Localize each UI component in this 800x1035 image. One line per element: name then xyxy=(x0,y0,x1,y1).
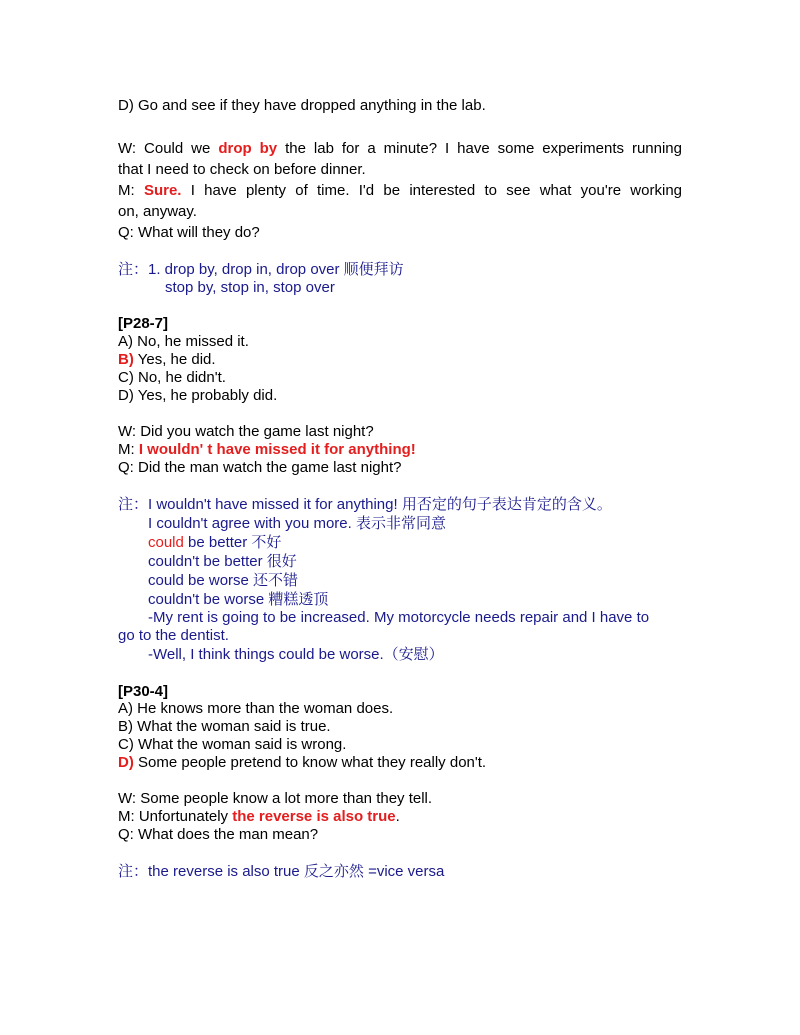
dialogue-woman: W: Some people know a lot more than they tell. xyxy=(118,790,433,807)
dialogue-woman-cont: that I need to check on before dinner. xyxy=(118,161,366,178)
speaker-text: M: Unfortunately xyxy=(118,808,233,825)
section-header: [P30-4] xyxy=(118,683,169,700)
speaker-text: M: xyxy=(118,182,144,199)
option-d xyxy=(118,754,486,772)
dialogue-woman: W: Did you watch the game last night? xyxy=(118,423,374,440)
dialogue-man-cont: on, anyway. xyxy=(118,203,197,220)
note-line: -My rent is going to be increased. My motorcycle needs repair and I have to xyxy=(148,609,650,626)
option-c: C) What the woman said is wrong. xyxy=(118,736,347,753)
note-line: I couldn't agree with you more. 表示非常同意 xyxy=(148,515,446,532)
highlight-phrase: I wouldn' t have missed it for anything! xyxy=(138,441,416,458)
question: Q: Did the man watch the game last night? xyxy=(118,459,402,476)
section-header: [P28-7] xyxy=(118,315,169,332)
option-a: A) No, he missed it. xyxy=(118,333,249,350)
highlight-phrase: Sure. xyxy=(143,182,182,199)
note-line-cont: go to the dentist. xyxy=(118,627,229,644)
option-text: Yes, he did. xyxy=(133,351,216,368)
answer-letter: B) xyxy=(118,351,134,368)
speaker-text: W: Could we xyxy=(118,140,219,157)
note-line: 注：1. drop by, drop in, drop over 顺便拜访 xyxy=(118,261,404,278)
highlight-word: could xyxy=(148,534,184,551)
answer-letter: D) xyxy=(118,754,134,771)
note-line: -Well, I think things could be worse.（安慰） xyxy=(148,646,444,663)
note-line: could be worse 还不错 xyxy=(148,572,299,589)
option-text: Some people pretend to know what they really don't. xyxy=(133,754,487,771)
note-line: stop by, stop in, stop over xyxy=(165,279,335,296)
option-c: C) No, he didn't. xyxy=(118,369,226,386)
question xyxy=(118,224,260,242)
highlight-phrase: drop by xyxy=(218,140,278,157)
question-prefix: Q xyxy=(118,224,130,241)
question: Q: What does the man mean? xyxy=(118,826,319,843)
dialogue-man xyxy=(118,441,416,459)
option-b: B) What the woman said is true. xyxy=(118,718,331,735)
dialogue-text: . xyxy=(395,808,400,825)
option-d: D) Yes, he probably did. xyxy=(118,387,278,404)
dialogue-text: the lab for a minute? I have some experiments running xyxy=(277,140,682,157)
note-line: 注：the reverse is also true 反之亦然 =vice versa xyxy=(118,863,445,880)
note-line: couldn't be worse 糟糕透顶 xyxy=(148,591,329,608)
dialogue-man xyxy=(118,182,682,200)
option-b xyxy=(118,351,216,369)
note-text: be better 不好 xyxy=(183,534,282,551)
question-text: : What will they do? xyxy=(129,224,260,241)
speaker-text: M: xyxy=(118,441,139,458)
option-a: A) He knows more than the woman does. xyxy=(118,700,394,717)
dialogue-man xyxy=(118,808,400,826)
dialogue-woman xyxy=(118,140,682,158)
option-d: D) Go and see if they have dropped anything in the lab. xyxy=(118,97,486,114)
highlight-phrase: the reverse is also true xyxy=(232,808,396,825)
note-line: couldn't be better 很好 xyxy=(148,553,297,570)
note-line xyxy=(148,534,281,552)
dialogue-text: I have plenty of time. I'd be interested to see what you're working xyxy=(181,182,682,199)
note-line: 注：I wouldn't have missed it for anything! 用否定的句子表达肯定的含义。 xyxy=(118,496,612,513)
